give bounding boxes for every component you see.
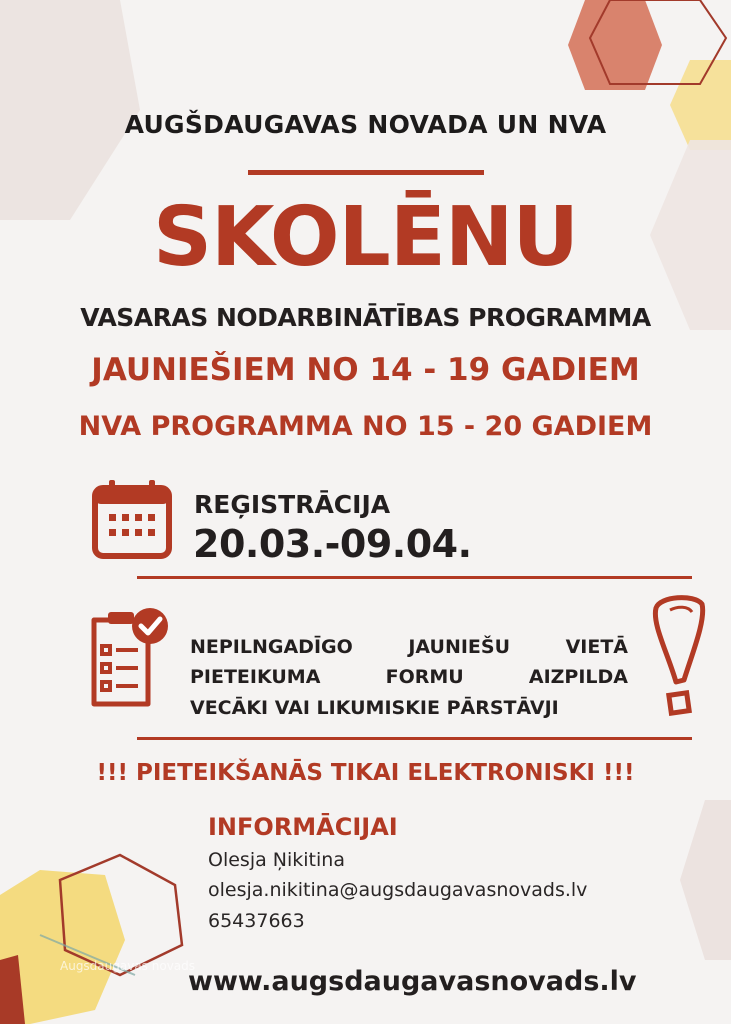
watermark-text: Augsdaugavas novads bbox=[60, 959, 196, 973]
registration-label: REĢISTRĀCIJA bbox=[194, 490, 391, 519]
contact-phone: 65437663 bbox=[208, 910, 305, 932]
notice-line-3: VECĀKI VAI LIKUMISKIE PĀRSTĀVJI bbox=[190, 697, 559, 719]
electronic-only-warning: !!! PIETEIKŠANĀS TIKAI ELEKTRONISKI !!! bbox=[96, 760, 635, 786]
contact-name: Olesja Ņikitina bbox=[208, 849, 345, 871]
contact-email[interactable]: olesja.nikitina@augsdaugavasnovads.lv bbox=[208, 879, 588, 901]
divider-top bbox=[248, 170, 484, 175]
age-range-youth: JAUNIEŠIEM NO 14 - 19 GADIEM bbox=[91, 352, 640, 388]
page-title: SKOLĒNU bbox=[152, 190, 579, 285]
info-heading: INFORMĀCIJAI bbox=[208, 813, 398, 841]
registration-dates: 20.03.-09.04. bbox=[193, 522, 472, 566]
notice-line-1: NEPILNGADĪGO JAUNIEŠU VIETĀ bbox=[190, 636, 628, 658]
organizer-heading: AUGŠDAUGAVAS NOVADA UN NVA bbox=[124, 110, 607, 139]
age-range-nva: NVA PROGRAMMA NO 15 - 20 GADIEM bbox=[78, 411, 653, 442]
calendar-icon bbox=[91, 478, 173, 560]
checklist-icon bbox=[88, 604, 174, 710]
hexagon-right-lower bbox=[680, 800, 731, 960]
hexagon-top-right-orange bbox=[568, 0, 662, 90]
divider-lower bbox=[137, 737, 692, 740]
notice-line-2: PIETEIKUMA FORMU AIZPILDA bbox=[190, 666, 628, 688]
exclamation-icon bbox=[648, 592, 710, 722]
website-link[interactable]: www.augsdaugavasnovads.lv bbox=[188, 966, 637, 997]
program-subtitle: VASARAS NODARBINĀTĪBAS PROGRAMMA bbox=[80, 303, 651, 332]
divider-middle bbox=[137, 576, 692, 579]
